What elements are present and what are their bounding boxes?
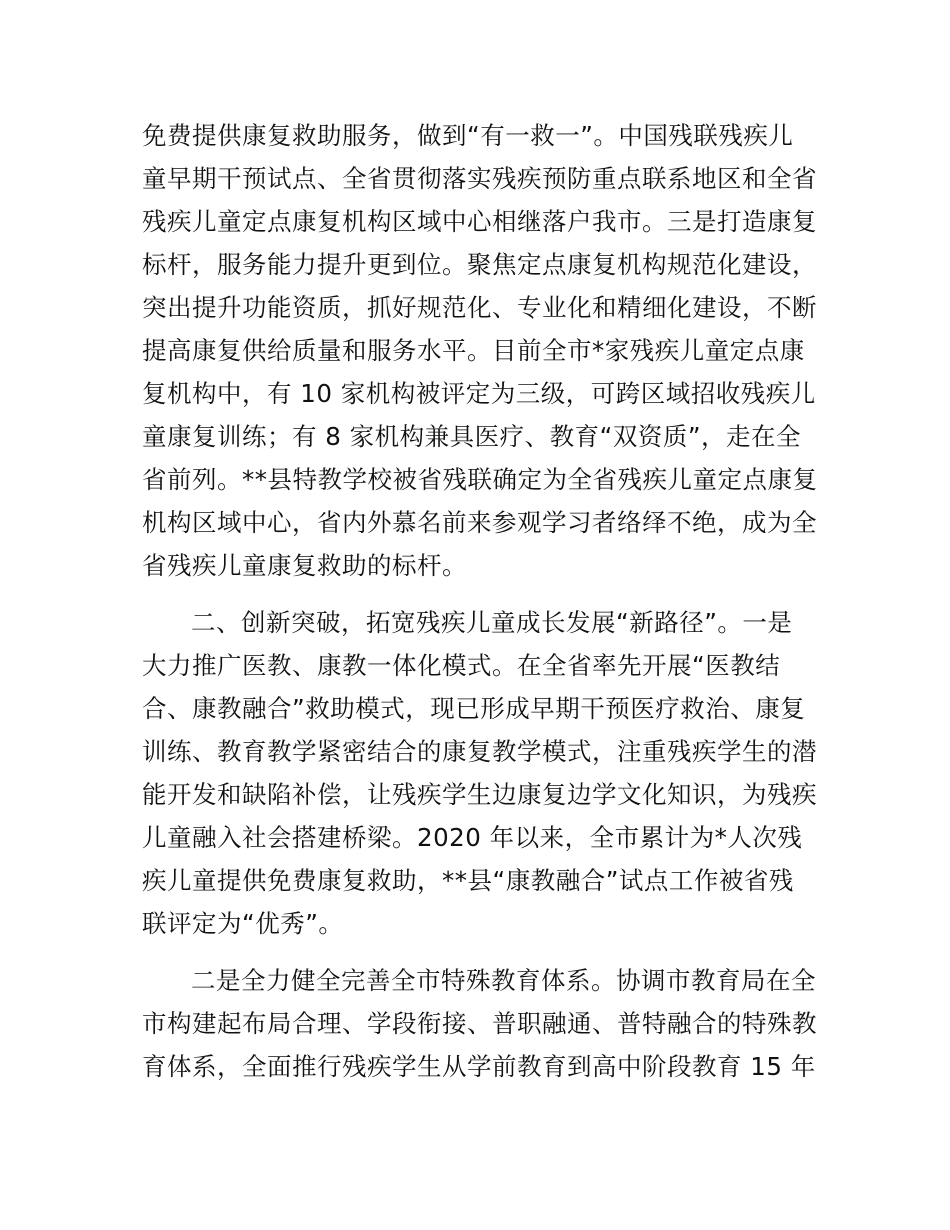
text-line: 残疾儿童定点康复机构区域中心相继落户我市。三是打造康复	[142, 207, 817, 236]
text-line: 提高康复供给质量和服务水平。目前全市*家残疾儿童定点康	[142, 336, 805, 365]
text-line: 省前列。**县特教学校被省残联确定为全省残疾儿童定点康复	[142, 465, 818, 494]
text-line: 标杆，服务能力提升更到位。聚焦定点康复机构规范化建设，	[142, 250, 817, 279]
text-line: 复机构中，有 10 家机构被评定为三级，可跨区域招收残疾儿	[142, 379, 816, 408]
text-line: 市构建起布局合理、学段衔接、普职融通、普特融合的特殊教	[142, 1009, 817, 1038]
text-line: 育体系，全面推行残疾学生从学前教育到高中阶段教育 15 年	[142, 1052, 816, 1081]
text-line: 机构区域中心，省内外慕名前来参观学习者络绎不绝，成为全	[142, 508, 817, 537]
text-line: 童康复训练；有 8 家机构兼具医疗、教育“双资质”，走在全	[142, 422, 802, 451]
text-line: 突出提升功能资质，抓好规范化、专业化和精细化建设，不断	[142, 293, 817, 322]
text-line: 大力推广医教、康教一体化模式。在全省率先开展“医教结	[142, 651, 781, 680]
text-line: 二、创新突破，拓宽残疾儿童成长发展“新路径”。一是	[191, 608, 793, 637]
text-line: 二是全力健全完善全市特殊教育体系。协调市教育局在全	[191, 966, 816, 995]
text-line: 儿童融入社会搭建桥梁。2020 年以来，全市累计为*人次残	[142, 823, 803, 852]
text-line: 省残疾儿童康复救助的标杆。	[142, 551, 467, 580]
text-line: 合、康教融合”救助模式，现已形成早期干预医疗救治、康复	[142, 694, 806, 723]
text-line: 免费提供康复救助服务，做到“有一救一”。中国残联残疾儿	[142, 121, 794, 150]
text-line: 训练、教育教学紧密结合的康复教学模式，注重残疾学生的潜	[142, 737, 817, 766]
text-line: 疾儿童提供免费康复救助，**县“康教融合”试点工作被省残	[142, 866, 794, 895]
text-line: 童早期干预试点、全省贯彻落实残疾预防重点联系地区和全省	[142, 164, 817, 193]
text-line: 联评定为“优秀”。	[142, 909, 344, 938]
text-line: 能开发和缺陷补偿，让残疾学生边康复边学文化知识，为残疾	[142, 780, 817, 809]
